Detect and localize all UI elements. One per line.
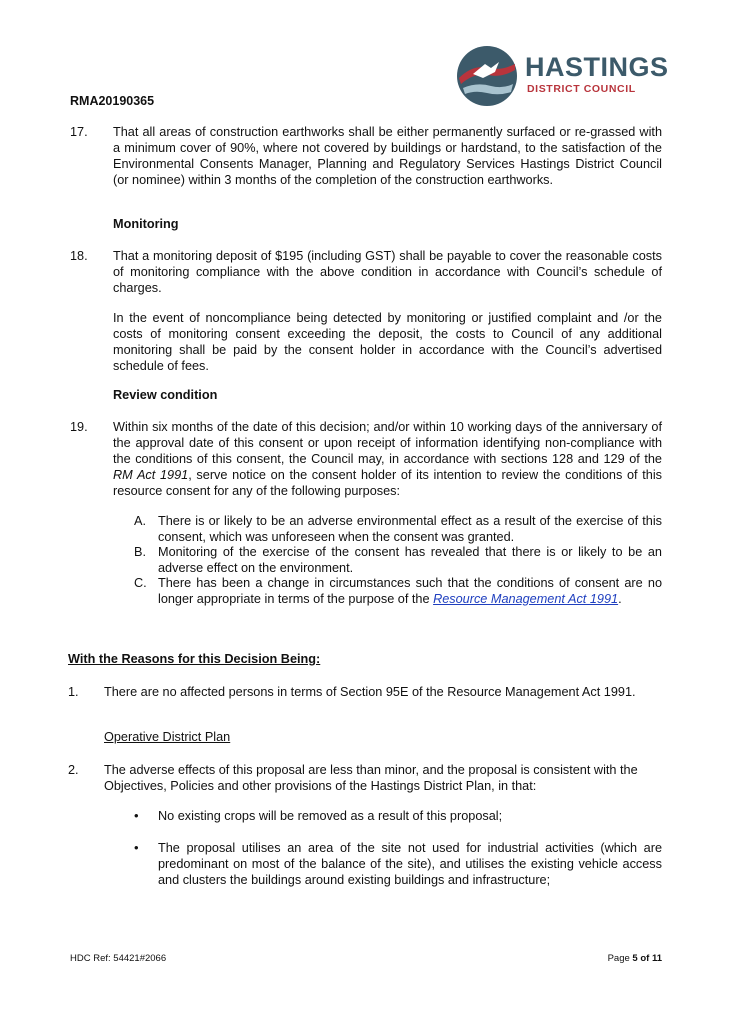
condition-17-text: That all areas of construction earthworks shall be either permanently surfaced or re-grassed with a minimum cover of 90%, where not covered by buildings or hardstand, to the satisfaction of the Environmental Consents Manager, Planning and Regulatory Services Hastings District Council (or nominee) within 3 months of the completion of the construction earthworks. bbox=[113, 125, 662, 187]
condition-19-text-after: , serve notice on the consent holder of its intention to review the conditions of this resource consent for any of the following purposes: bbox=[113, 468, 662, 498]
item-c-letter: C. bbox=[134, 576, 147, 590]
bullet-2-text: The proposal utilises an area of the site not used for industrial activities (which are predominant on most of the balance of the site), and utilises the existing vehicle access and clusters the buildings around existing buildings and infrastructure; bbox=[158, 841, 662, 887]
reason-1-text: There are no affected persons in terms of Section 95E of the Resource Management Act 1991. bbox=[104, 685, 636, 699]
condition-18-text: That a monitoring deposit of $195 (including GST) shall be payable to cover the reasonable costs of monitoring compliance with the above condition in accordance with Council’s schedule of charges. bbox=[113, 249, 662, 295]
page-total: 11 bbox=[651, 953, 662, 964]
bullet-1-text: No existing crops will be removed as a result of this proposal; bbox=[158, 809, 503, 823]
item-b-text: Monitoring of the exercise of the consent has revealed that there is or likely to be an adverse effect on the environment. bbox=[158, 545, 662, 575]
reason-2-number: 2. bbox=[68, 763, 79, 777]
condition-19-text bbox=[113, 419, 662, 499]
operative-district-plan-heading: Operative District Plan bbox=[104, 730, 231, 744]
hastings-logo bbox=[455, 42, 669, 108]
document-reference: RMA20190365 bbox=[70, 94, 155, 108]
condition-19-number: 19. bbox=[70, 420, 88, 434]
item-c-text bbox=[158, 575, 662, 607]
reasons-heading: With the Reasons for this Decision Being: bbox=[68, 652, 321, 666]
review-heading: Review condition bbox=[113, 388, 218, 402]
page-current: 5 bbox=[632, 953, 638, 964]
logo-subtitle: DISTRICT COUNCIL bbox=[527, 83, 636, 95]
reason-2-text: The adverse effects of this proposal are less than minor, and the proposal is consistent with the Objectives, Policies and other provisions of the Hastings District Plan, in that: bbox=[104, 763, 638, 793]
page-prefix: Page bbox=[607, 953, 633, 964]
footer-page-number bbox=[608, 953, 662, 964]
hastings-emblem-icon bbox=[455, 44, 519, 108]
condition-18-extra: In the event of noncompliance being detected by monitoring or justified complaint and /or the costs of monitoring consent exceeding the deposit, the costs to Council of any additional monitoring shall be paid by the consent holder in accordance with the Council’s advertised schedule of fees. bbox=[113, 311, 662, 373]
rma-1991-link[interactable]: Resource Management Act 1991 bbox=[433, 592, 619, 606]
condition-19-text-before: Within six months of the date of this decision; and/or within 10 working days of the anniversary of the approval date of this consent or upon receipt of information identifying non-compliance with the conditions of this consent, the Council may, in accordance with sections 128 and 129 of the bbox=[113, 420, 662, 466]
page-sep: of bbox=[637, 953, 652, 964]
item-a-text: There is or likely to be an adverse environmental effect as a result of the exercise of this consent, which was unforeseen when the consent was granted. bbox=[158, 514, 662, 544]
item-c-text-main: There has been a change in circumstances such that the conditions of consent are no longer appropriate in terms of the purpose of the bbox=[158, 576, 662, 606]
footer-reference: HDC Ref: 54421#2066 bbox=[70, 953, 167, 964]
bullet-1-icon: • bbox=[134, 808, 139, 823]
condition-17-number: 17. bbox=[70, 125, 88, 139]
item-c-text-after: . bbox=[618, 592, 622, 606]
bullet-2-icon: • bbox=[134, 840, 139, 855]
reason-1-number: 1. bbox=[68, 685, 79, 699]
item-b-letter: B. bbox=[134, 545, 146, 559]
item-a-letter: A. bbox=[134, 514, 146, 528]
rm-act-italic: RM Act 1991 bbox=[113, 468, 189, 482]
monitoring-heading: Monitoring bbox=[113, 217, 179, 231]
logo-name: HASTINGS bbox=[525, 52, 669, 82]
condition-18-number: 18. bbox=[70, 249, 88, 263]
